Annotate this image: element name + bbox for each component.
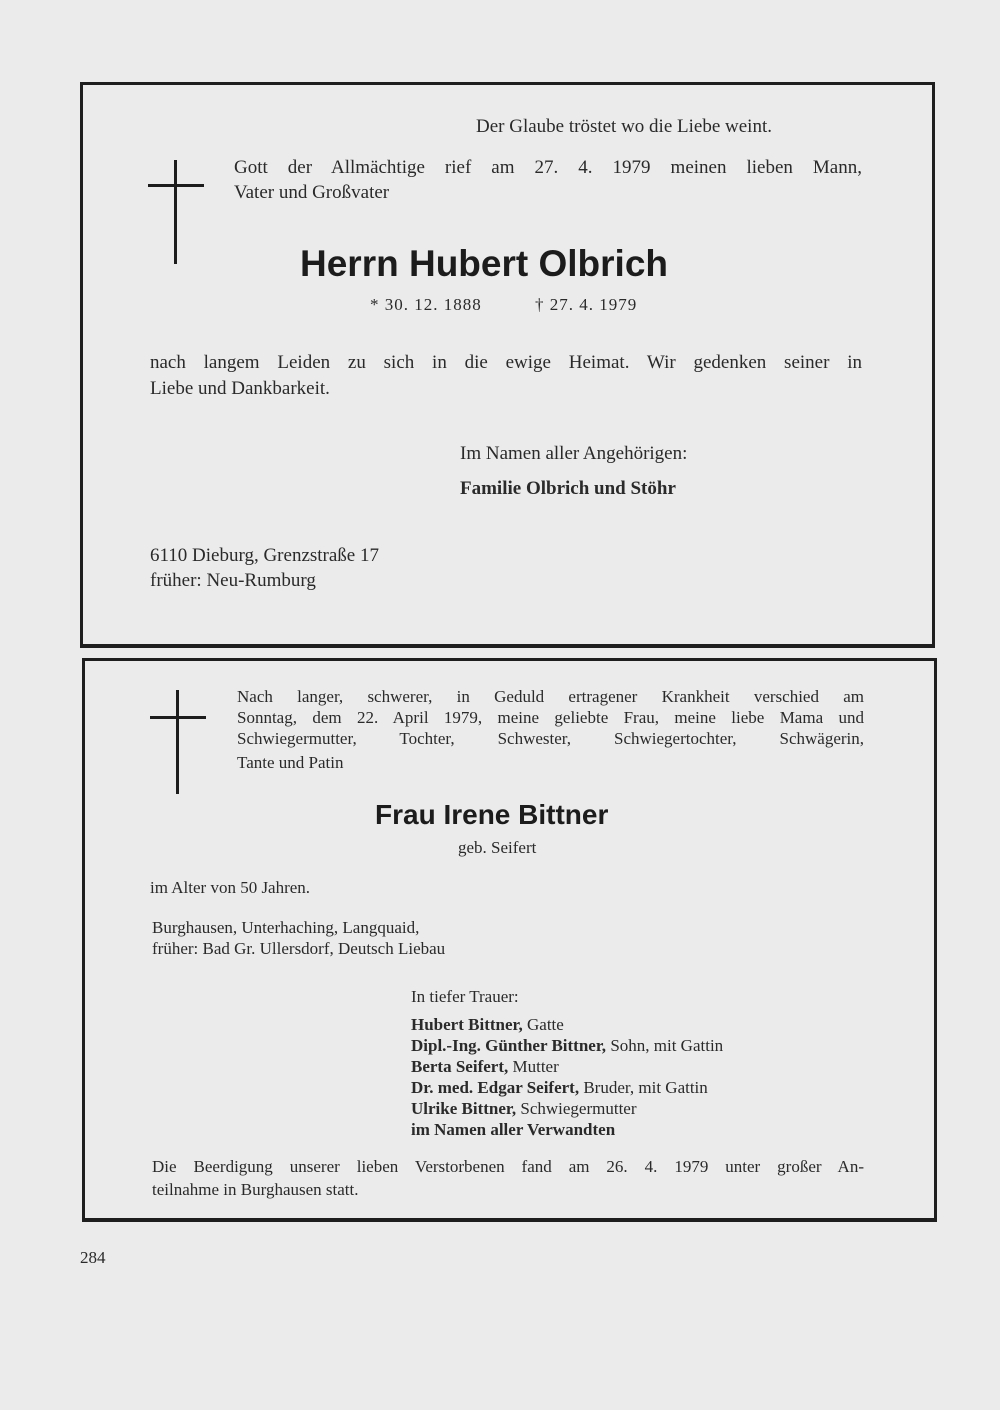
intro-line: Vater und Großvater xyxy=(234,182,390,203)
deceased-name: Frau Irene Bittner xyxy=(375,799,609,830)
mourner-entry xyxy=(411,1098,723,1119)
intro-line: Tante und Patin xyxy=(237,753,344,772)
mourner-name: Dipl.-Ing. Günther Bittner, xyxy=(411,1036,607,1055)
birth-date: * 30. 12. 1888 xyxy=(370,295,482,314)
address-line: 6110 Dieburg, Grenzstraße 17 xyxy=(150,545,379,566)
death-date: † 27. 4. 1979 xyxy=(535,295,638,314)
mourner-entry xyxy=(411,1077,723,1098)
intro-line: Schwiegermutter, Tochter, Schwester, Schwiegertochter, Schwägerin, xyxy=(237,729,864,748)
mourner-entry xyxy=(411,1056,723,1077)
mourner-name: Hubert Bittner, xyxy=(411,1015,523,1034)
mourner-entry xyxy=(411,1119,723,1140)
intro-line: Sonntag, dem 22. April 1979, meine geliebte Frau, meine liebe Mama und xyxy=(237,708,864,727)
mourner-relation: Mutter xyxy=(508,1057,559,1076)
mourner-relation: Sohn, mit Gattin xyxy=(606,1036,724,1055)
body-line: Liebe und Dankbarkeit. xyxy=(150,378,330,399)
mourner-name: Berta Seifert, xyxy=(411,1057,509,1076)
intro-text xyxy=(237,686,864,749)
address-line: früher: Neu-Rumburg xyxy=(150,570,316,591)
body-line: nach langem Leiden zu sich in die ewige Heimat. Wir gedenken seiner in xyxy=(150,352,862,373)
mourner-name: im Namen aller Verwandten xyxy=(411,1120,616,1139)
mourner-relation: Schwiegermutter xyxy=(516,1099,637,1118)
places-line: Burghausen, Unterhaching, Langquaid, xyxy=(152,918,420,937)
cross-icon xyxy=(150,690,206,794)
age-text: im Alter von 50 Jahren. xyxy=(150,878,311,897)
signoff-family: Familie Olbrich und Stöhr xyxy=(460,478,676,499)
mourners-list xyxy=(411,1014,723,1140)
mourner-relation: Gatte xyxy=(522,1015,564,1034)
cross-icon xyxy=(148,160,204,264)
mourner-name: Ulrike Bittner, xyxy=(411,1099,517,1118)
page-number: 284 xyxy=(80,1248,106,1267)
signoff-label: Im Namen aller Angehörigen: xyxy=(460,443,688,464)
intro-line: Nach langer, schwerer, in Geduld ertragener Krankheit verschied am xyxy=(237,687,864,706)
mourner-entry xyxy=(411,1035,723,1056)
mourning-label: In tiefer Trauer: xyxy=(411,987,519,1006)
motto: Der Glaube tröstet wo die Liebe weint. xyxy=(476,116,772,137)
places-line: früher: Bad Gr. Ullersdorf, Deutsch Liebau xyxy=(152,939,446,958)
mourner-relation: Bruder, mit Gattin xyxy=(579,1078,708,1097)
body-text xyxy=(150,352,862,374)
mourner-entry xyxy=(411,1014,723,1035)
deceased-name: Herrn Hubert Olbrich xyxy=(300,243,668,284)
intro-text xyxy=(234,157,862,179)
intro-line: Gott der Allmächtige rief am 27. 4. 1979 meinen lieben Mann, xyxy=(234,157,862,178)
maiden-name: geb. Seifert xyxy=(458,838,537,857)
funeral-line: teilnahme in Burghausen statt. xyxy=(152,1180,359,1199)
mourner-name: Dr. med. Edgar Seifert, xyxy=(411,1078,580,1097)
funeral-line: Die Beerdigung unserer lieben Verstorbenen fand am 26. 4. 1979 unter großer An- xyxy=(152,1157,864,1176)
funeral-text xyxy=(152,1156,864,1177)
